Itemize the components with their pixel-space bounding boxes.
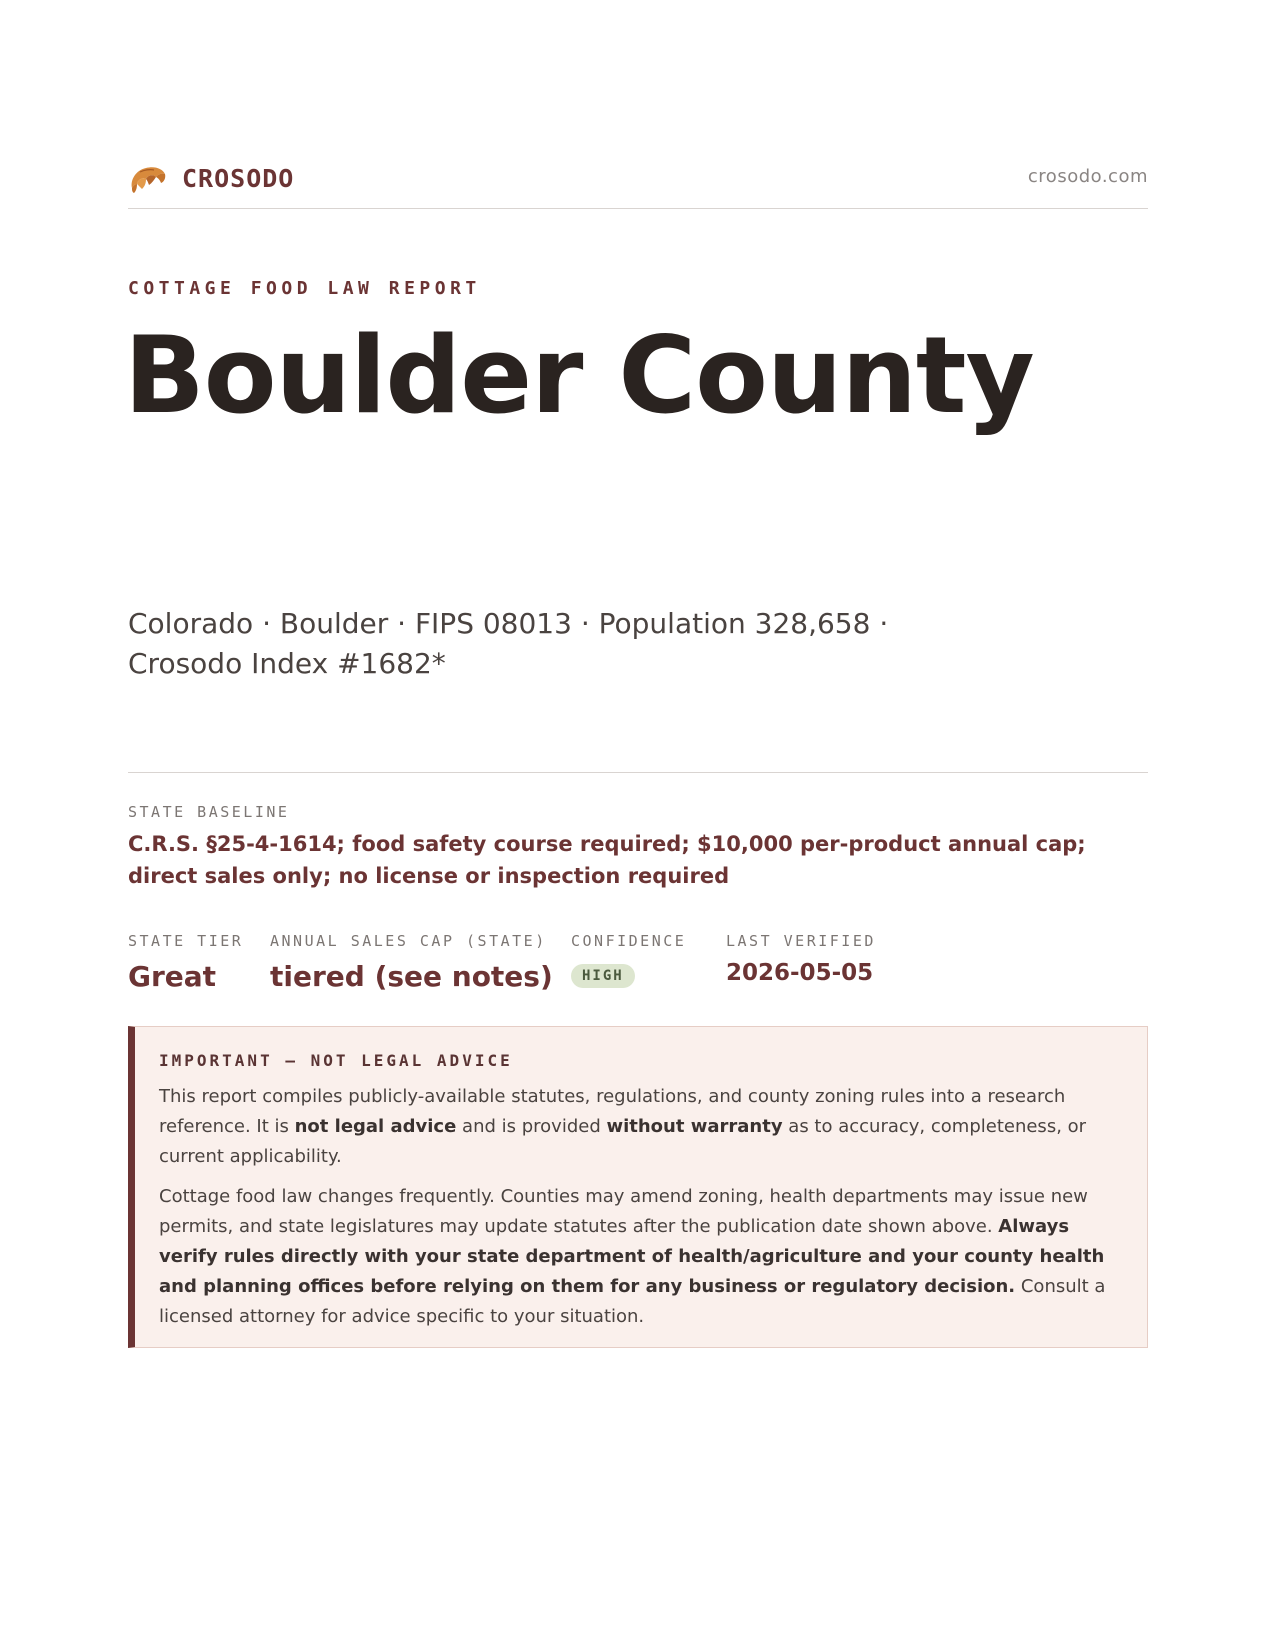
stat-last-verified <box>726 932 876 986</box>
legal-notice <box>128 1026 1148 1348</box>
page-title: Boulder County <box>124 314 1034 437</box>
notice-title: IMPORTANT — NOT LEGAL ADVICE <box>159 1051 513 1070</box>
notice-emphasis: Always verify rules directly with your state department of health/agriculture and your county health and planning offices before relying on them for any business or regulatory decision. <box>159 1216 1105 1297</box>
notice-text: as to accuracy, completeness, or current applicability. <box>159 1116 1087 1167</box>
location-subtitle: Colorado · Boulder · FIPS 08013 · Population 328,658 · Crosodo Index #1682* <box>128 607 889 680</box>
croissant-icon <box>128 158 168 198</box>
sales-cap-label: ANNUAL SALES CAP (STATE) <box>270 932 547 950</box>
notice-text: Cottage food law changes frequently. Counties may amend zoning, health departments may issue new permits, and state legislatures may update statutes after the publication date shown above. <box>159 1186 1088 1237</box>
tier-label: STATE TIER <box>128 932 244 950</box>
notice-emphasis: not legal advice <box>294 1116 457 1137</box>
verified-label: LAST VERIFIED <box>726 932 876 950</box>
stat-sales-cap <box>270 932 553 993</box>
notice-text: and is provided <box>456 1116 607 1137</box>
stat-tier <box>128 932 243 993</box>
tier-value: Great <box>128 960 217 993</box>
confidence-label: CONFIDENCE <box>571 932 687 950</box>
site-url[interactable]: crosodo.com <box>1027 166 1148 187</box>
notice-emphasis: without warranty <box>606 1116 783 1137</box>
notice-paragraph-2 <box>159 1182 1121 1332</box>
report-kicker: COTTAGE FOOD LAW REPORT <box>128 278 481 299</box>
baseline-label: STATE BASELINE <box>128 803 290 821</box>
baseline-text: C.R.S. §25-4-1614; food safety course required; $10,000 per-product annual cap; direct sales only; no license or inspection required <box>128 832 1086 888</box>
verified-value: 2026-05-05 <box>726 960 874 986</box>
notice-text: This report compiles publicly-available statutes, regulations, and county zoning rules into a research reference. It is <box>159 1086 1066 1137</box>
sales-cap-value: tiered (see notes) <box>270 960 553 993</box>
brand-name: CROSODO <box>182 163 295 193</box>
section-divider <box>128 772 1148 773</box>
notice-text: Consult a licensed attorney for advice specific to your situation. <box>159 1276 1106 1327</box>
page-header <box>128 158 1148 209</box>
stat-confidence <box>571 932 686 988</box>
notice-paragraph-1 <box>159 1082 1121 1172</box>
brand <box>128 158 294 198</box>
confidence-badge: HIGH <box>571 964 635 988</box>
